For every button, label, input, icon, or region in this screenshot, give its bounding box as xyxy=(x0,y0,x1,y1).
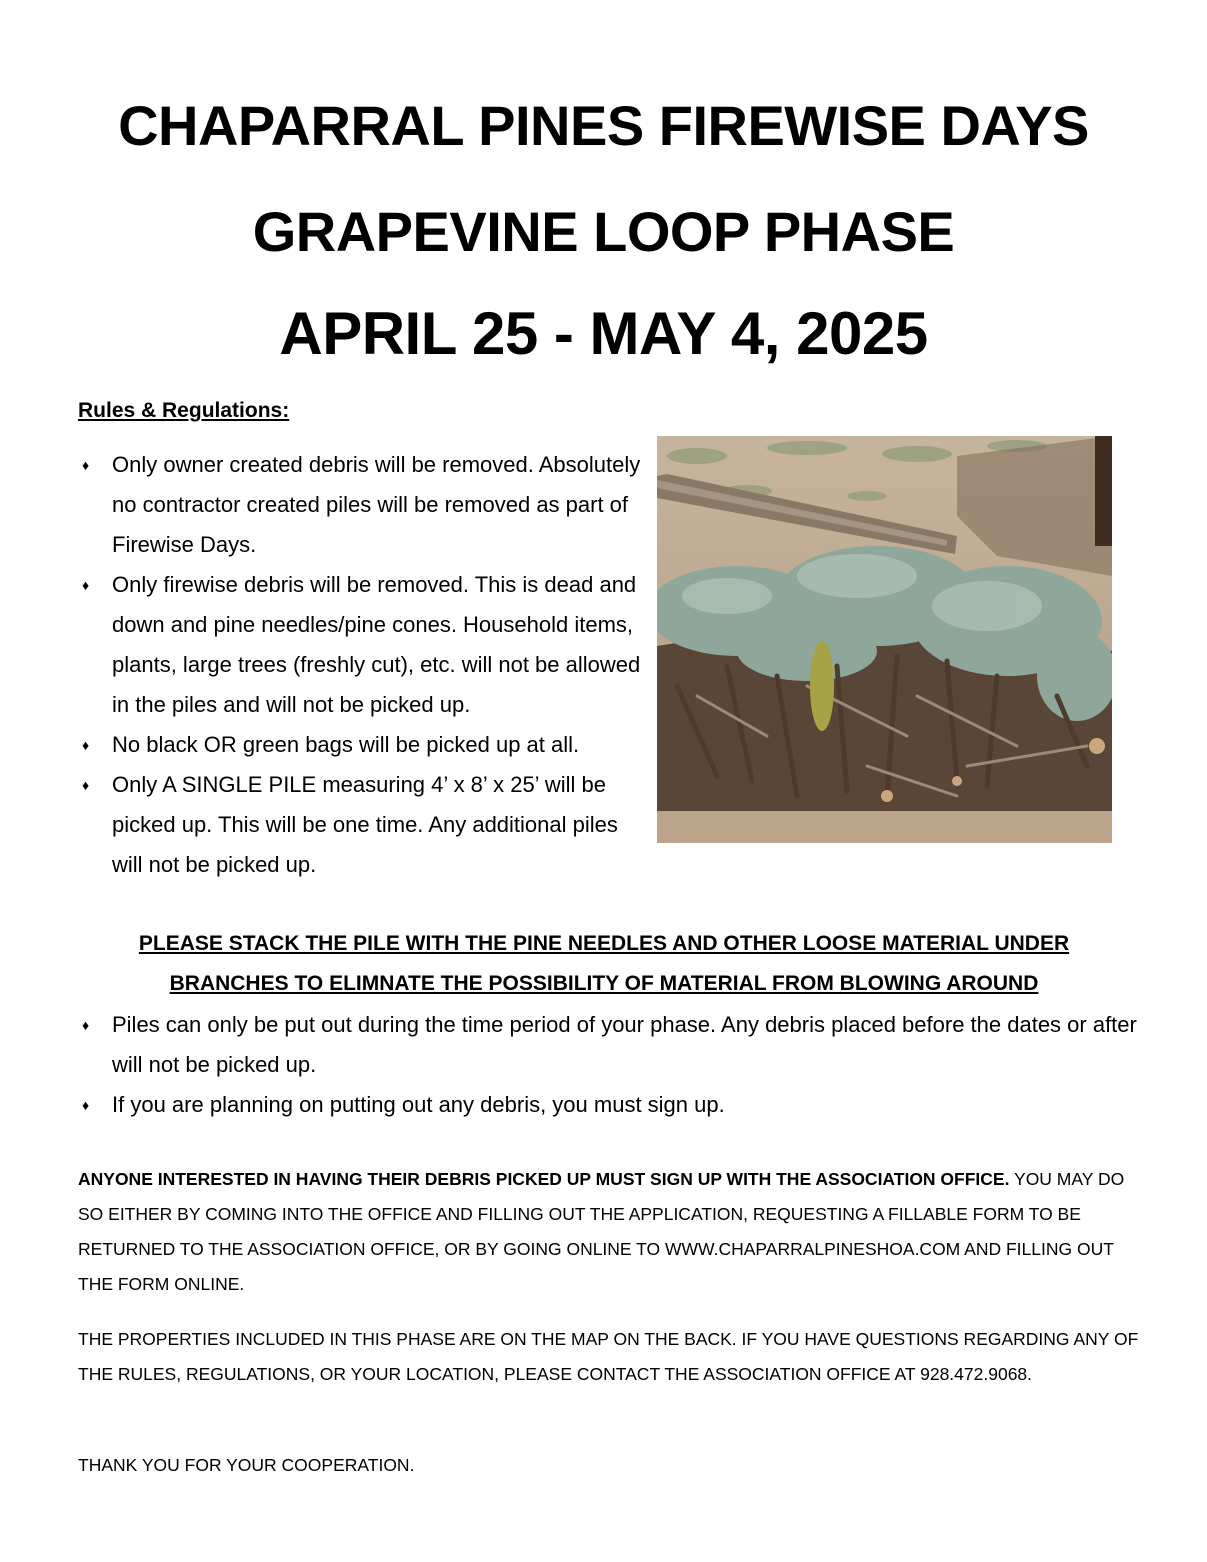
rules-list-top xyxy=(78,445,650,885)
diamond-bullet-icon: ♦ xyxy=(82,777,90,793)
contact-paragraph: THE PROPERTIES INCLUDED IN THIS PHASE ARE ON THE MAP ON THE BACK. IF YOU HAVE QUESTIONS REGARDING ANY OF THE RULES, REGULATIONS, OR YOUR LOCATION, PLEASE CONTACT THE ASSOCIATION OFFICE AT 928.472.9068. xyxy=(78,1329,1139,1384)
diamond-bullet-icon: ♦ xyxy=(82,457,90,473)
signup-paragraph xyxy=(78,1162,1148,1302)
rule-text: Only firewise debris will be removed. This is dead and down and pine needles/pine cones. Household items, plants, large trees (freshly cut), etc. will not be allowed in the piles and will not be picked up. xyxy=(112,572,641,717)
diamond-bullet-icon: ♦ xyxy=(82,1017,90,1033)
closing-line: THANK YOU FOR YOUR COOPERATION. xyxy=(78,1455,415,1475)
title-dates: APRIL 25 - MAY 4, 2025 xyxy=(279,300,928,367)
signup-lead: ANYONE INTERESTED IN HAVING THEIR DEBRIS PICKED UP MUST SIGN UP WITH THE ASSOCIATION OFFICE. xyxy=(78,1169,1010,1189)
rule-text: Only A SINGLE PILE measuring 4’ x 8’ x 25’ will be picked up. This will be one time. Any additional piles will not be picked up. xyxy=(112,772,618,877)
rule-text: Only owner created debris will be removed. Absolutely no contractor created piles will be removed as part of Firewise Days. xyxy=(112,452,641,557)
rule-item xyxy=(78,1005,1138,1085)
debris-pile-illustration xyxy=(657,436,1112,843)
rule-text: If you are planning on putting out any debris, you must sign up. xyxy=(112,1092,725,1117)
debris-pile-photo xyxy=(657,436,1112,843)
rule-item xyxy=(78,1085,1138,1125)
rules-list-bottom xyxy=(78,1005,1138,1125)
rule-text: Piles can only be put out during the time period of your phase. Any debris placed before the dates or after will not be picked up. xyxy=(112,1012,1137,1077)
title-line-2: GRAPEVINE LOOP PHASE xyxy=(252,200,955,263)
rule-text: No black OR green bags will be picked up at all. xyxy=(112,732,580,757)
diamond-bullet-icon: ♦ xyxy=(82,1097,90,1113)
rule-item xyxy=(78,565,650,725)
rule-item xyxy=(78,445,650,565)
stacking-notice: PLEASE STACK THE PILE WITH THE PINE NEEDLES AND OTHER LOOSE MATERIAL UNDER BRANCHES TO ELIMNATE THE POSSIBILITY OF MATERIAL FROM BLOWING AROUND xyxy=(138,932,1070,995)
rule-item xyxy=(78,765,650,885)
title-line-1: CHAPARRAL PINES FIREWISE DAYS xyxy=(118,94,1089,157)
rule-item xyxy=(78,725,650,765)
rules-heading: Rules & Regulations: xyxy=(78,399,290,422)
diamond-bullet-icon: ♦ xyxy=(82,577,90,593)
diamond-bullet-icon: ♦ xyxy=(82,737,90,753)
signup-body: YOU MAY DO SO EITHER BY COMING INTO THE OFFICE AND FILLING OUT THE APPLICATION, REQUESTING A FILLABLE FORM TO BE RETURNED TO THE ASSOCIATION OFFICE, OR BY GOING ONLINE TO WWW.CHAPARRALPINESHOA.COM AND FILLING OUT THE FORM ONLINE. xyxy=(78,1169,1125,1294)
